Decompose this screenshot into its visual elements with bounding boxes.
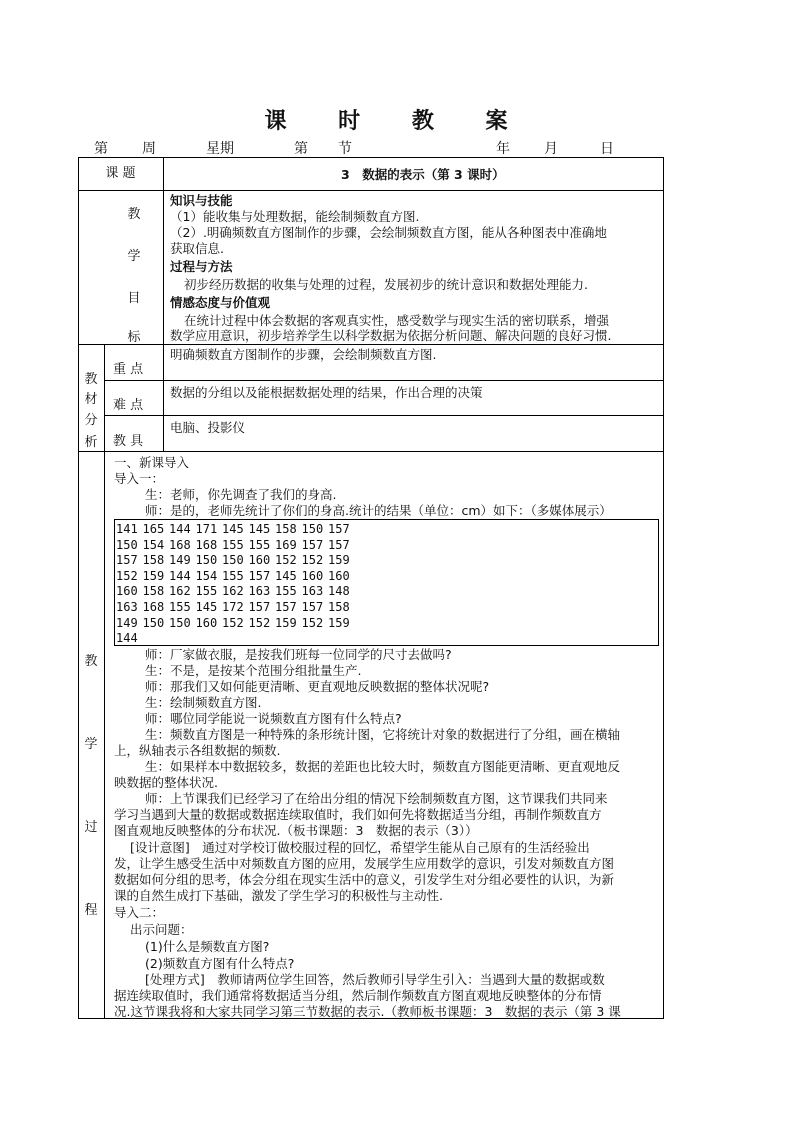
- attitude-text-cont: 数学应用意识，初步培养学生以科学数据为依据分析问题、解决问题的良好习惯.: [170, 328, 612, 343]
- height-value: 160: [328, 568, 350, 583]
- height-value: 163: [301, 584, 324, 599]
- height-value: 155: [222, 568, 244, 583]
- height-value: 152: [222, 615, 244, 630]
- objectives-label-2: 学: [127, 249, 141, 264]
- row-divider: [78, 190, 664, 191]
- height-value: 145: [275, 568, 297, 583]
- col-divider: [163, 344, 164, 451]
- height-value: 162: [169, 584, 191, 599]
- handling-method: [处理方式] 教师请两位学生回答，然后教师引导学生引入：当遇到大量的数据或数: [145, 972, 605, 987]
- height-value: 158: [142, 553, 165, 568]
- question-item: (1)什么是频数直方图?: [145, 939, 270, 954]
- height-value: 157: [301, 537, 324, 552]
- height-value: 168: [169, 537, 191, 552]
- dialogue-line: 师：哪位同学能说一说频数直方图有什么特点?: [145, 711, 402, 726]
- height-value: 155: [195, 584, 218, 599]
- height-value: 150: [222, 553, 244, 568]
- intro-two-heading: 导入二：: [114, 905, 165, 920]
- height-value: 157: [328, 537, 350, 552]
- dialogue-line: 生：如果样本中数据较多，数据的差距也比较大时，频数直方图能更清晰、更直观地反: [145, 759, 621, 774]
- height-value: 162: [222, 584, 244, 599]
- row-divider: [104, 415, 664, 416]
- question-item: (2)频数直方图有什么特点?: [145, 956, 295, 971]
- height-value: 145: [195, 600, 218, 614]
- height-value: 171: [195, 522, 218, 536]
- height-value: 160: [116, 584, 138, 599]
- height-value: 149: [116, 615, 138, 630]
- date-line: [78, 138, 664, 158]
- topic-value: 3 数据的表示（第 3 课时）: [341, 167, 505, 182]
- col-divider: [104, 451, 105, 1019]
- knowledge-title: 知识与技能: [170, 193, 233, 208]
- height-value: 168: [195, 537, 218, 552]
- height-value: 157: [301, 600, 324, 614]
- process-method-text: 初步经历数据的收集与处理的过程，发展初步的统计意识和数据处理能力.: [184, 277, 588, 292]
- height-value: 150: [116, 537, 138, 552]
- page-title: 课 时 教 案: [264, 108, 530, 134]
- height-value: 160: [248, 553, 271, 568]
- process-method-title: 过程与方法: [170, 259, 233, 274]
- height-value: 172: [222, 600, 244, 614]
- row-divider: [78, 451, 664, 452]
- dialogue-line-cont: 图直观地反映整体的分布状况.（板书课题：3 数据的表示（3））: [114, 823, 478, 838]
- height-value: 150: [169, 615, 191, 630]
- process-label-4: 程: [84, 903, 98, 918]
- height-value: 152: [301, 615, 324, 630]
- dialogue-line: 师：那我们又如何能更清晰、更直观地反映数据的整体状况呢?: [145, 679, 490, 694]
- col-divider: [163, 157, 164, 190]
- process-label-1: 教: [84, 654, 98, 669]
- dialogue-line: 生：老师，你先调查了我们的身高.: [145, 487, 337, 502]
- height-value: 144: [169, 522, 191, 536]
- dialogue-line: 师：上节课我们已经学习了在给出分组的情况下绘制频数直方图，这节课我们共同来: [145, 791, 608, 806]
- height-value: 152: [275, 553, 297, 568]
- height-value: 169: [275, 537, 297, 552]
- objectives-label-1: 教: [127, 207, 141, 222]
- topic-label: 课 题: [105, 166, 136, 181]
- difficulty-text: 数据的分组以及能根据数据处理的结果，作出合理的决策: [170, 385, 483, 400]
- section-heading: 一、新课导入: [114, 455, 190, 470]
- date-weekday: 星期: [206, 141, 234, 157]
- height-value: 160: [301, 568, 324, 583]
- row-divider: [104, 380, 664, 381]
- col-divider: [163, 190, 164, 344]
- design-intent-cont: 发，让学生感受生活中对频数直方图的应用，发展学生应用数学的意识，引发对频数直方图: [114, 856, 615, 871]
- height-value: 160: [195, 615, 218, 630]
- dialogue-line-cont: 学习当遇到大量的数据或数据连续取值时，我们如何先将数据适当分组，再制作频数直方: [114, 807, 602, 822]
- dialogue-line-cont: 映数据的整体状况.: [114, 775, 218, 790]
- height-value: 149: [169, 553, 191, 568]
- height-value: 152: [116, 568, 138, 583]
- question-heading: 出示问题：: [130, 922, 193, 937]
- col-divider: [104, 344, 105, 451]
- analysis-label-2: 材: [84, 392, 98, 407]
- date-week-suffix: 周: [142, 141, 156, 157]
- handling-method-cont: 据连续取值时，我们通常将数据适当分组，然后制作频数直方图直观地反映整体的分布情: [114, 988, 602, 1003]
- height-value: 157: [248, 600, 271, 614]
- height-value: 168: [142, 600, 165, 614]
- dialogue-line: 生：频数直方图是一种特殊的条形统计图，它将统计对象的数据进行了分组，画在横轴: [145, 727, 621, 742]
- date-month: 月: [544, 141, 558, 157]
- attitude-text: 在统计过程中体会数据的客观真实性，感受数学与现实生活的密切联系，增强: [184, 313, 610, 328]
- attitude-title: 情感态度与价值观: [170, 295, 271, 310]
- height-value: 145: [248, 522, 271, 536]
- height-value: 150: [301, 522, 324, 536]
- height-value: 148: [328, 584, 350, 599]
- design-intent: [设计意图] 通过对学校订做校服过程的回忆，希望学生能从自己原有的生活经验出: [130, 840, 590, 855]
- height-value: 154: [142, 537, 165, 552]
- height-value: 152: [301, 553, 324, 568]
- objectives-label-4: 标: [127, 330, 141, 345]
- row-divider: [78, 344, 664, 345]
- date-period-suffix: 节: [338, 141, 352, 157]
- height-value: 157: [248, 568, 271, 583]
- analysis-label-3: 分: [84, 413, 98, 428]
- tools-text: 电脑、投影仪: [170, 420, 246, 435]
- process-label-3: 过: [84, 820, 98, 835]
- dialogue-line: 生：绘制频数直方图.: [145, 695, 262, 710]
- height-value: 158: [142, 584, 165, 599]
- height-value: 163: [116, 600, 138, 614]
- key-point-label: 重 点: [113, 362, 144, 377]
- height-value: 159: [328, 615, 350, 630]
- height-value: 155: [248, 537, 271, 552]
- height-value: 150: [195, 553, 218, 568]
- tools-label: 教 具: [113, 434, 144, 449]
- height-value: 158: [328, 600, 350, 614]
- height-value: 155: [169, 600, 191, 614]
- dialogue-line: 生：不是，是按某个范围分组批量生产.: [145, 663, 362, 678]
- height-value: 159: [142, 568, 165, 583]
- height-value: 150: [142, 615, 165, 630]
- analysis-label-4: 析: [84, 435, 98, 450]
- difficulty-label: 难 点: [113, 398, 144, 413]
- knowledge-item-2: （2）.明确频数直方图制作的步骤，会绘制频数直方图，能从各种图表中准确地: [170, 225, 607, 240]
- height-value: 145: [222, 522, 244, 536]
- height-value: 165: [142, 522, 165, 536]
- process-label-2: 学: [84, 737, 98, 752]
- height-value: 163: [248, 584, 271, 599]
- height-value: 144: [169, 568, 191, 583]
- height-value: 141: [116, 522, 138, 536]
- design-intent-cont: 数据如何分组的思考，体会分组在现实生活中的意义，引发学生对分组必要性的认识，为新: [114, 872, 615, 887]
- date-week-prefix: 第: [94, 141, 108, 157]
- height-value: 155: [275, 584, 297, 599]
- date-year: 年: [496, 141, 510, 157]
- height-value: 144: [116, 631, 138, 646]
- height-value: 158: [275, 522, 297, 536]
- height-value: 159: [328, 553, 350, 568]
- height-value: 155: [222, 537, 244, 552]
- dialogue-line: 师：厂家做衣服，是按我们班每一位同学的尺寸去做吗?: [145, 647, 452, 662]
- height-value: 159: [275, 615, 297, 630]
- dialogue-line: 师：是的，老师先统计了你们的身高.统计的结果（单位：cm）如下：（多媒体展示）: [145, 503, 612, 518]
- design-intent-cont: 课的自然生成打下基础，激发了学生学习的积极性与主动性.: [114, 888, 443, 903]
- intro-one-heading: 导入一：: [114, 471, 165, 486]
- height-value: 154: [195, 568, 218, 583]
- height-value: 157: [116, 553, 138, 568]
- height-value: 152: [248, 615, 271, 630]
- knowledge-item-2-cont: 获取信息.: [170, 241, 224, 256]
- height-value: 157: [328, 522, 350, 536]
- height-value: 157: [275, 600, 297, 614]
- date-day: 日: [600, 141, 614, 157]
- handling-method-cont: 况.这节课我将和大家共同学习第三节数据的表示.（教师板书课题：3 数据的表示（第 3 课: [114, 1004, 621, 1019]
- analysis-label-1: 教: [84, 372, 98, 387]
- dialogue-line-cont: 上，纵轴表示各组数据的频数.: [114, 743, 281, 758]
- key-point-text: 明确频数直方图制作的步骤，会绘制频数直方图.: [170, 347, 437, 362]
- date-period-prefix: 第: [294, 141, 308, 157]
- objectives-label-3: 目: [127, 291, 141, 306]
- knowledge-item-1: （1）能收集与处理数据，能绘制频数直方图.: [170, 209, 420, 224]
